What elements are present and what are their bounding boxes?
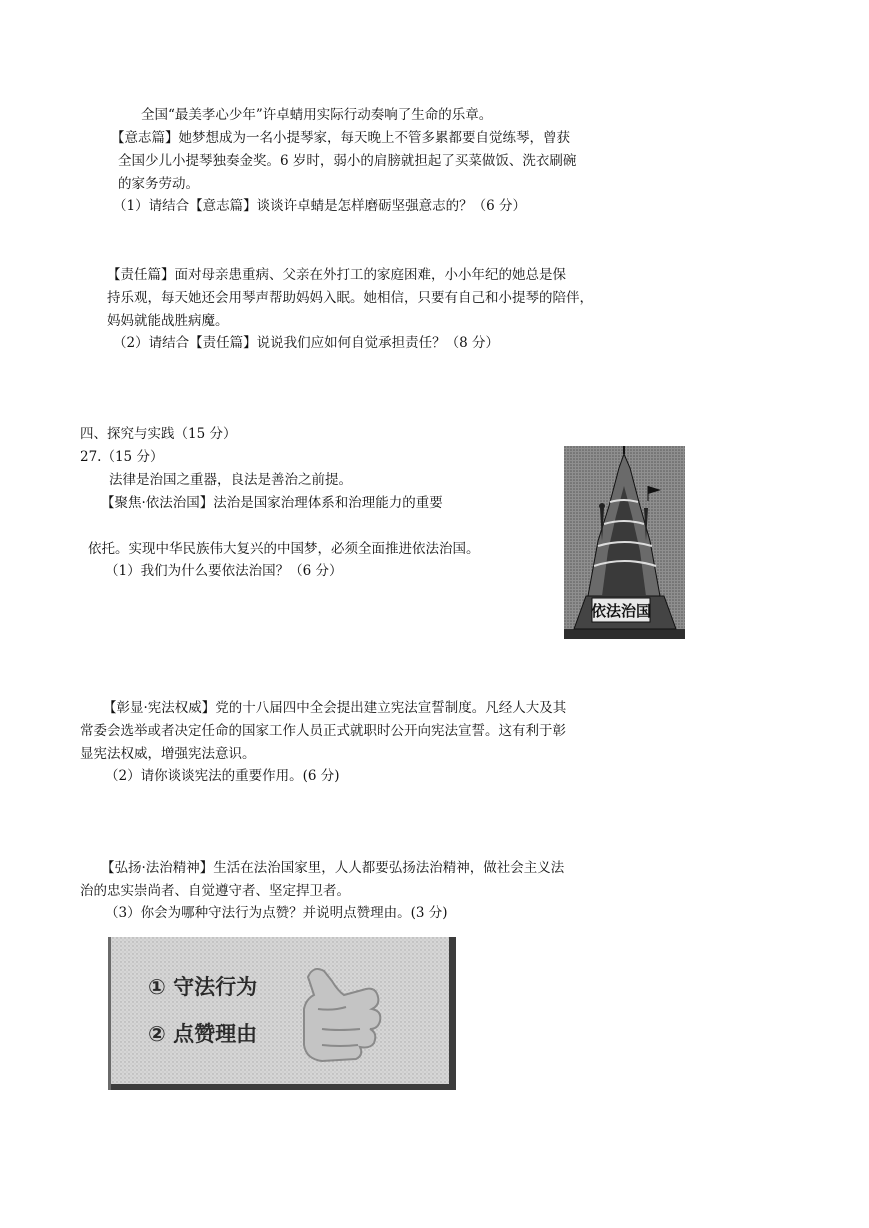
will-paragraph-line-3: 的家务劳动。 (118, 176, 199, 192)
constitution-paragraph-line-2: 常委会选举或者决定任命的国家工作人员正式就职时公开向宪法宣誓。这有利于彰 (80, 723, 566, 739)
rule-of-law-lead: 法律是治国之重器，良法是善治之前提。 (109, 472, 352, 488)
responsibility-paragraph-line-3: 妈妈就能战胜病魔。 (107, 313, 229, 329)
will-paragraph-line-1: 【意志篇】她梦想成为一名小提琴家，每天晚上不管多累都要自觉练琴，曾获 (111, 130, 570, 146)
spirit-paragraph-line-2: 治的忠实崇尚者、自觉遵守者、坚定捍卫者。 (80, 883, 350, 899)
spirit-paragraph-line-1: 【弘扬·法治精神】生活在法治国家里，人人都要弘扬法治精神，做社会主义法 (101, 860, 565, 876)
responsibility-paragraph-line-2: 持乐观，每天她还会用琴声帮助妈妈入眠。她相信，只要有自己和小提琴的陪伴， (107, 290, 593, 306)
question-1-will: （1）请结合【意志篇】谈谈许卓蜻是怎样磨砺坚强意志的？（6 分） (113, 198, 526, 214)
responsibility-paragraph-line-1: 【责任篇】面对母亲患重病、父亲在外打工的家庭困难，小小年纪的她总是保 (107, 267, 566, 283)
section-4-heading: 四、探究与实践（15 分） (80, 426, 237, 442)
focus-paragraph-line-1: 【聚焦·依法治国】法治是国家治理体系和治理能力的重要 (101, 495, 443, 511)
constitution-paragraph-line-3: 显宪法权威，增强宪法意识。 (80, 746, 256, 762)
card-item-1: ① 守法行为 (148, 975, 258, 999)
question-27-2: （2）请你谈谈宪法的重要作用。(6 分) (105, 768, 340, 784)
focus-paragraph-line-2: 依托。实现中华民族伟大复兴的中国梦，必须全面推进依法治国。 (88, 541, 480, 557)
thumbs-up-card (108, 937, 456, 1090)
question-27-3: （3）你会为哪种守法行为点赞？并说明点赞理由。(3 分) (105, 905, 448, 921)
intro-line: 全国“最美孝心少年”许卓蜻用实际行动奏响了生命的乐章。 (141, 107, 493, 123)
constitution-paragraph-line-1: 【彰显·宪法权威】党的十八届四中全会提出建立宪法宣誓制度。凡经人大及其 (103, 700, 567, 716)
question-27-label: 27.（15 分） (80, 449, 164, 465)
rule-of-law-tower-image (564, 446, 685, 639)
tower-base-text: 依法治国 (590, 602, 652, 620)
question-2-responsibility: （2）请结合【责任篇】说说我们应如何自觉承担责任？（8 分） (113, 335, 499, 351)
will-paragraph-line-2: 全国少儿小提琴独奏金奖。6 岁时，弱小的肩膀就担起了买菜做饭、洗衣刷碗 (118, 153, 577, 169)
question-27-1: （1）我们为什么要依法治国？（6 分） (105, 563, 343, 579)
card-item-2: ② 点赞理由 (148, 1022, 258, 1046)
